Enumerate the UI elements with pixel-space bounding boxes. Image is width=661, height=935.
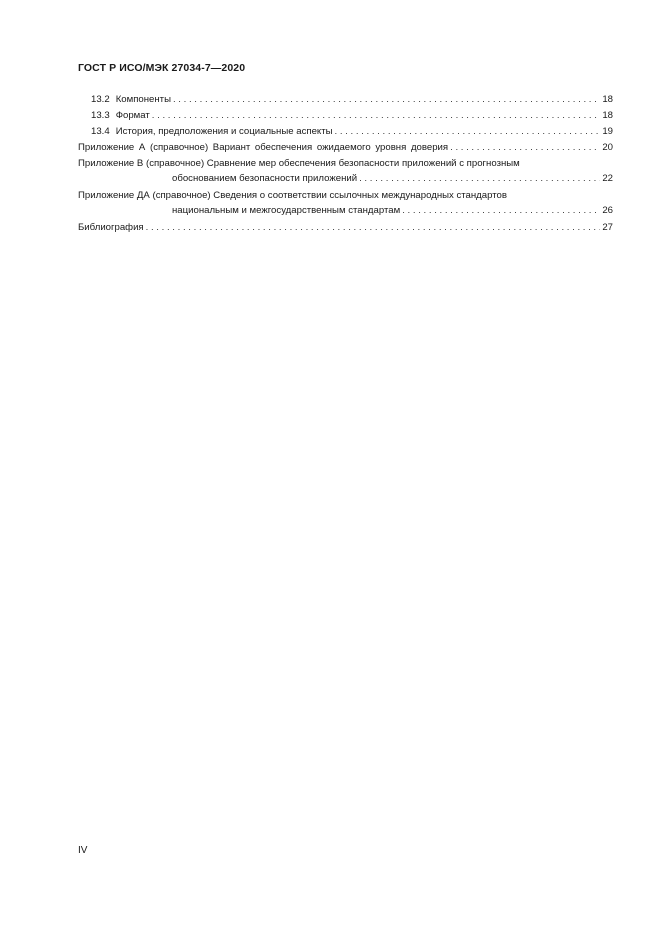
toc-entry-label-cont: обоснованием безопасности приложений [172, 173, 358, 184]
dot-leader [152, 108, 601, 124]
toc-entry-continuation [78, 203, 613, 218]
toc-entry-page: 19 [602, 126, 613, 137]
dot-leader [335, 124, 601, 140]
toc-entry-continuation [78, 171, 613, 186]
page-number: IV [78, 845, 88, 856]
toc-entry-13-4 [78, 124, 613, 140]
toc-entry-appendix-b [78, 156, 613, 186]
toc-entry-label: Библиография [78, 222, 144, 233]
toc-entry-label: Формат [115, 110, 150, 121]
toc-entry-13-3 [78, 108, 613, 124]
dot-leader [146, 220, 601, 236]
toc-entry-page: 22 [602, 173, 613, 184]
document-header: ГОСТ Р ИСО/МЭК 27034-7—2020 [78, 62, 246, 74]
toc-entry-label: Компоненты [115, 94, 171, 105]
toc-entry-page: 18 [602, 110, 613, 121]
toc-entry-label: История, предположения и социальные аспекты [115, 126, 333, 137]
toc-entry-number: 13.2 [91, 94, 110, 105]
toc-entry-number: 13.3 [91, 110, 110, 121]
toc-entry-number: 13.4 [91, 126, 110, 137]
toc-entry-label: Приложение В (справочное) Сравнение мер обеспечения безопасности приложений с прогнозным [78, 158, 520, 169]
toc-entry-appendix-a [78, 140, 613, 156]
toc-entry-label-cont: национальным и межгосударственным стандартам [172, 205, 401, 216]
toc-entry-label: Приложение А (справочное) Вариант обеспечения ожидаемого уровня доверия [78, 142, 449, 153]
toc-entry-page: 18 [602, 94, 613, 105]
toc-entry-appendix-da [78, 188, 613, 218]
toc-entry-label: Приложение ДА (справочное) Сведения о соответствии ссылочных международных стандартов [78, 190, 507, 201]
dot-leader [173, 92, 600, 108]
toc-entry-13-2 [78, 92, 613, 108]
dot-leader [359, 171, 600, 186]
dot-leader [450, 140, 600, 156]
toc-entry-page: 20 [602, 142, 613, 153]
toc-entry-page: 27 [602, 222, 613, 233]
dot-leader [402, 203, 600, 218]
table-of-contents [78, 92, 613, 236]
toc-entry-bibliography [78, 220, 613, 236]
toc-entry-page: 26 [602, 205, 613, 216]
